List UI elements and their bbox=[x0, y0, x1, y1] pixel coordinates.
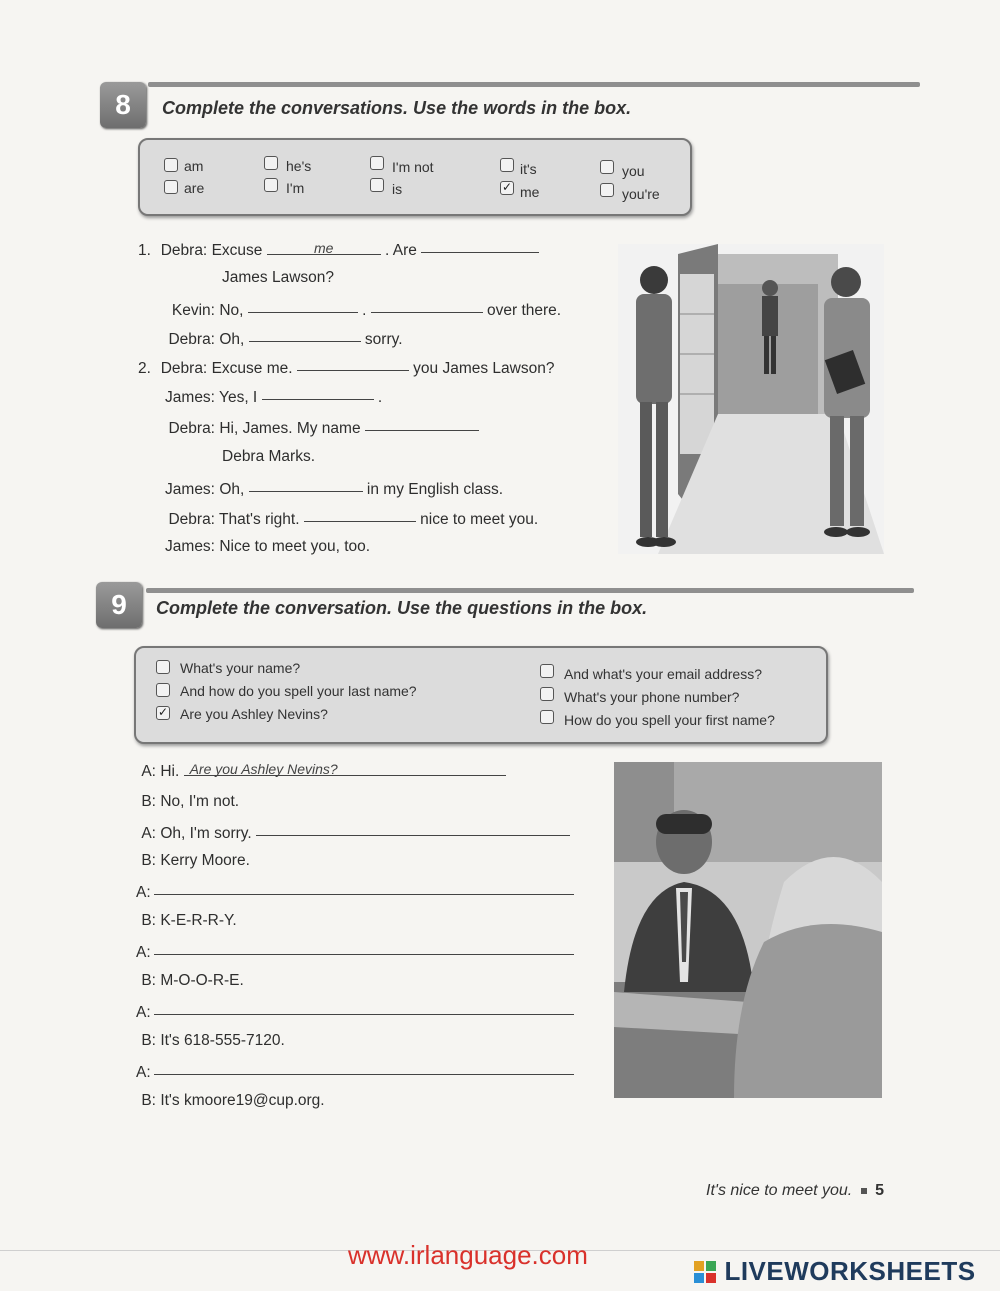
dialogue-text: Oh, I'm sorry. bbox=[160, 825, 252, 842]
conversation-2-line-1 bbox=[138, 358, 554, 378]
word-checkbox-me[interactable]: ✓ bbox=[501, 180, 513, 194]
answer-blank[interactable]: me bbox=[267, 240, 381, 255]
word-label-hes: he's bbox=[286, 158, 312, 174]
dialogue-text: Excuse me. bbox=[211, 360, 293, 377]
answer-blank[interactable] bbox=[248, 298, 358, 313]
dialogue-text: That's right. bbox=[219, 511, 300, 528]
dialogue-text: . bbox=[362, 302, 367, 319]
word-checkbox-im-not[interactable] bbox=[370, 156, 384, 170]
ex9-line-5 bbox=[136, 882, 574, 902]
hallway-students-photo bbox=[618, 244, 884, 554]
word-checkbox-is[interactable] bbox=[370, 178, 384, 192]
dialogue-text: Kerry Moore. bbox=[160, 852, 250, 869]
dialogue-text: No, I'm not. bbox=[160, 793, 240, 810]
word-label-is: is bbox=[392, 181, 403, 197]
speaker-label: B: bbox=[141, 1032, 156, 1049]
word-label-youre: you're bbox=[622, 186, 660, 202]
exercise-9-rule bbox=[146, 588, 914, 593]
question-label: And how do you spell your last name? bbox=[180, 683, 417, 699]
speaker-label: Debra: bbox=[168, 331, 215, 348]
conversation-1-line-4 bbox=[160, 329, 403, 349]
conversation-1-line-1 bbox=[138, 240, 539, 260]
answer-blank[interactable] bbox=[262, 385, 374, 400]
question-checkbox-spell-last-name[interactable] bbox=[156, 683, 170, 697]
page-number: 5 bbox=[875, 1182, 885, 1199]
ex9-line-12 bbox=[136, 1092, 325, 1110]
speaker-label: A: bbox=[141, 825, 156, 842]
conversation-2-line-7 bbox=[160, 538, 370, 556]
speaker-label: A: bbox=[136, 884, 151, 901]
question-checkbox-ashley-nevins[interactable]: ✓ bbox=[157, 705, 169, 719]
ex9-line-11 bbox=[136, 1062, 574, 1082]
speaker-label: A: bbox=[141, 763, 156, 780]
exercise-9-title: Complete the conversation. Use the questions in the box. bbox=[156, 598, 648, 618]
word-checkbox-im[interactable] bbox=[264, 178, 278, 192]
dialogue-text: Debra Marks. bbox=[222, 448, 316, 465]
question-checkbox-spell-first-name[interactable] bbox=[540, 710, 554, 724]
question-checkbox-email-address[interactable] bbox=[540, 664, 554, 678]
speaker-label: Debra: bbox=[160, 360, 208, 377]
answer-blank[interactable] bbox=[154, 880, 574, 895]
liveworksheets-logo bbox=[694, 1256, 976, 1287]
word-checkbox-youre[interactable] bbox=[600, 183, 614, 197]
liveworksheets-logo-icon bbox=[694, 1261, 716, 1283]
dialogue-text: over there. bbox=[487, 302, 562, 319]
speaker-label: Debra: bbox=[168, 511, 215, 528]
ex9-line-8 bbox=[136, 972, 244, 990]
conversation-1-line-2 bbox=[222, 269, 334, 287]
dialogue-text: M-O-O-R-E. bbox=[160, 972, 244, 989]
speaker-label: A: bbox=[136, 944, 151, 961]
ex9-line-2 bbox=[136, 793, 239, 811]
question-label: And what's your email address? bbox=[564, 666, 762, 682]
answer-blank[interactable] bbox=[371, 298, 483, 313]
dialogue-text: Oh, bbox=[219, 331, 245, 348]
dialogue-text: Oh, bbox=[219, 481, 245, 498]
ex9-line-10 bbox=[136, 1032, 285, 1050]
speaker-label: B: bbox=[141, 852, 156, 869]
hallway-illustration bbox=[618, 244, 884, 554]
conversation-2-line-4 bbox=[222, 448, 315, 466]
ex9-line-7 bbox=[136, 942, 574, 962]
word-checkbox-are[interactable] bbox=[164, 180, 178, 194]
question-label: How do you spell your first name? bbox=[564, 712, 775, 728]
word-label-are: are bbox=[184, 180, 205, 196]
answer-blank[interactable] bbox=[154, 1000, 574, 1015]
word-label-im: I'm bbox=[286, 180, 305, 196]
speaker-label: B: bbox=[141, 972, 156, 989]
word-label-its: it's bbox=[520, 161, 537, 177]
dialogue-text: Hi. bbox=[160, 763, 180, 780]
ex9-line-9 bbox=[136, 1002, 574, 1022]
ex9-line-6 bbox=[136, 912, 237, 930]
question-label: What's your name? bbox=[180, 660, 301, 676]
dialogue-text: nice to meet you. bbox=[420, 511, 539, 528]
word-checkbox-you[interactable] bbox=[600, 160, 614, 174]
speaker-label: A: bbox=[136, 1004, 151, 1021]
page-caption bbox=[706, 1182, 884, 1200]
word-checkbox-am[interactable] bbox=[164, 158, 178, 172]
exercise-8-number: 8 bbox=[100, 82, 146, 128]
answer-blank[interactable] bbox=[421, 238, 539, 253]
conversation-number: 2. bbox=[138, 360, 151, 377]
exercise-9-number: 9 bbox=[96, 582, 142, 628]
dialogue-text: . bbox=[377, 389, 383, 406]
speaker-label: Kevin: bbox=[171, 302, 215, 319]
office-meeting-photo bbox=[614, 762, 882, 1098]
speaker-label: Debra: bbox=[160, 242, 208, 259]
dialogue-text: K-E-R-R-Y. bbox=[160, 912, 237, 929]
dialogue-text: James Lawson? bbox=[222, 269, 335, 286]
dialogue-text: you James Lawson? bbox=[413, 360, 555, 377]
answer-blank[interactable] bbox=[154, 1060, 574, 1075]
dialogue-text: Excuse bbox=[211, 242, 263, 259]
dialogue-text: No, bbox=[219, 302, 244, 319]
exercise-8-title: Complete the conversations. Use the words in the box. bbox=[162, 98, 632, 118]
dialogue-text: sorry. bbox=[364, 331, 403, 348]
question-label: What's your phone number? bbox=[564, 689, 740, 705]
liveworksheets-brand: LIVEWORKSHEETS bbox=[724, 1256, 976, 1286]
speaker-label: James: bbox=[165, 389, 215, 406]
word-label-im-not: I'm not bbox=[392, 159, 434, 175]
conversation-1-line-3 bbox=[160, 300, 561, 320]
word-label-you: you bbox=[622, 163, 645, 179]
speaker-label: B: bbox=[141, 793, 156, 810]
word-checkbox-its[interactable] bbox=[500, 158, 514, 172]
answer-blank[interactable] bbox=[256, 821, 570, 836]
ex9-line-4 bbox=[136, 852, 250, 870]
answer-blank[interactable] bbox=[154, 940, 574, 955]
conversation-2-line-6 bbox=[160, 509, 538, 529]
answer-blank[interactable] bbox=[297, 356, 409, 371]
answer-blank[interactable]: Are you Ashley Nevins? bbox=[184, 761, 506, 776]
bullet-icon bbox=[861, 1188, 867, 1194]
speaker-label: Debra: bbox=[168, 420, 215, 437]
word-label-me: me bbox=[520, 184, 540, 200]
conversation-2-line-2 bbox=[160, 387, 382, 407]
speaker-label: A: bbox=[136, 1064, 151, 1081]
word-label-am: am bbox=[184, 158, 204, 174]
dialogue-text: It's 618-555-7120. bbox=[160, 1032, 285, 1049]
exercise-8-word-box bbox=[138, 138, 692, 216]
answer-blank[interactable] bbox=[249, 327, 361, 342]
word-checkbox-hes[interactable] bbox=[264, 156, 278, 170]
conversation-2-line-5 bbox=[160, 479, 503, 499]
question-label: Are you Ashley Nevins? bbox=[180, 706, 328, 722]
answer-blank[interactable] bbox=[304, 507, 416, 522]
question-checkbox-whats-your-name[interactable] bbox=[156, 660, 170, 674]
conversation-2-line-3 bbox=[160, 418, 479, 438]
speaker-label: James: bbox=[165, 538, 215, 555]
exercise-9-question-box bbox=[134, 646, 828, 744]
dialogue-text: It's kmoore19@cup.org. bbox=[160, 1092, 325, 1109]
speaker-label: James: bbox=[165, 481, 215, 498]
dialogue-text: Hi, James. My name bbox=[219, 420, 361, 437]
speaker-label: B: bbox=[141, 1092, 156, 1109]
answer-blank[interactable] bbox=[365, 416, 479, 431]
office-illustration bbox=[614, 762, 882, 1098]
dialogue-text: Yes, I bbox=[219, 389, 258, 406]
conversation-number: 1. bbox=[138, 242, 151, 259]
dialogue-text: . Are bbox=[385, 242, 417, 259]
question-checkbox-phone-number[interactable] bbox=[540, 687, 554, 701]
answer-blank[interactable] bbox=[249, 477, 363, 492]
ex9-line-3 bbox=[136, 823, 570, 843]
speaker-label: B: bbox=[141, 912, 156, 929]
ex9-line-1 bbox=[136, 763, 506, 781]
site-watermark: www.irlanguage.com bbox=[348, 1240, 588, 1270]
dialogue-text: Nice to meet you, too. bbox=[219, 538, 371, 555]
page-caption-text: It's nice to meet you. bbox=[706, 1182, 853, 1199]
dialogue-text: in my English class. bbox=[366, 481, 504, 498]
exercise-8-rule bbox=[148, 82, 920, 87]
